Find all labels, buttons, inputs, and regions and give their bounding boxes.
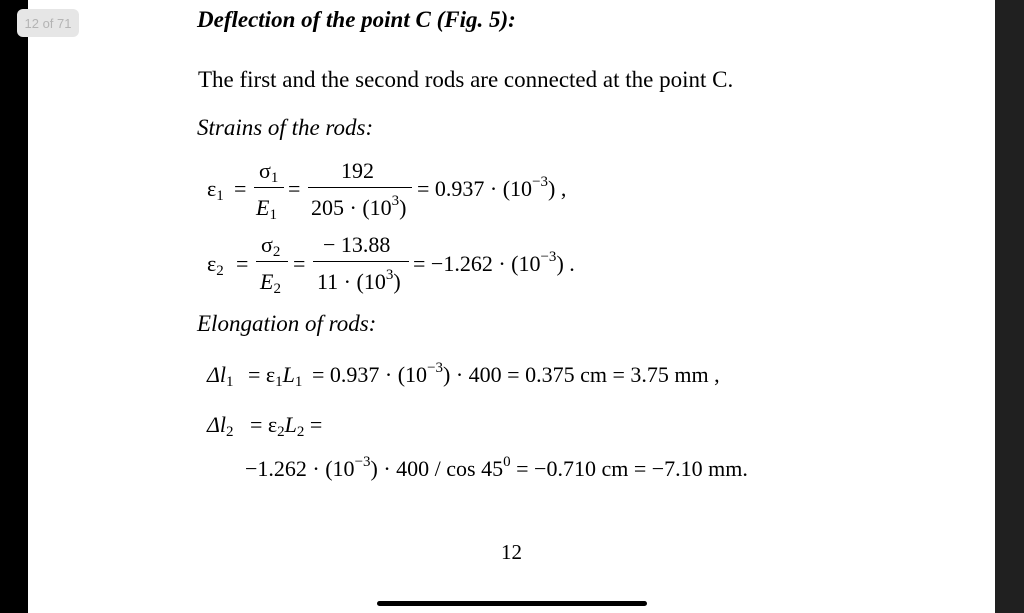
modulus-symbol: E	[256, 195, 270, 220]
length-symbol: L	[284, 412, 297, 437]
heading-fig-ref: Fig. 5	[444, 7, 501, 32]
elongation-1-middle	[248, 362, 303, 390]
delta-l-symbol: Δl	[207, 412, 227, 437]
den-base: 205 · (10	[311, 195, 392, 220]
delta-l-subscript: 1	[226, 374, 234, 390]
equals-sign: =	[234, 176, 247, 201]
intro-paragraph: The first and the second rods are connected at the point C.	[198, 67, 734, 92]
mid-epsilon: = ε	[250, 412, 278, 437]
home-indicator-bar[interactable]	[377, 601, 647, 606]
modulus-subscript: 2	[273, 281, 281, 297]
modulus-subscript: 1	[269, 207, 277, 223]
result-base: = 0.937 · (10	[417, 176, 533, 201]
page-number: 12	[501, 540, 522, 564]
den-base: 11 · (10	[317, 269, 386, 294]
heading-suffix: ):	[500, 7, 516, 32]
den-exponent: 3	[385, 267, 394, 283]
line2-tail: = −0.710 cm = −7.10 mm.	[510, 456, 748, 481]
den-close: )	[393, 269, 401, 294]
length-subscript: 1	[294, 374, 303, 390]
fraction-bar	[308, 187, 412, 188]
sigma-subscript: 2	[272, 244, 281, 260]
mid-epsilon-subscript: 2	[277, 424, 285, 440]
result-exponent: −3	[532, 174, 549, 190]
equals-sign: =	[293, 251, 306, 276]
elongation-2-lhs	[207, 412, 234, 440]
strain-1-lhs	[207, 176, 224, 204]
length-subscript: 2	[296, 424, 305, 440]
modulus-value-denominator	[317, 267, 401, 294]
fraction-bar	[254, 187, 284, 188]
den-exponent: 3	[391, 193, 400, 209]
fraction-bar	[313, 261, 409, 262]
modulus-denominator	[260, 269, 281, 297]
stress-value-numerator: 192	[341, 158, 374, 183]
elongation-2-middle	[250, 412, 323, 440]
result-exponent: −3	[540, 249, 557, 265]
right-margin	[995, 0, 1024, 613]
sigma-symbol: σ	[259, 158, 271, 183]
strains-heading: Strains of the rods:	[197, 115, 374, 140]
epsilon-symbol: ε	[207, 176, 217, 201]
equals-sign: =	[288, 176, 301, 201]
heading-prefix: Deflection of the point C (	[197, 7, 445, 32]
epsilon-subscript: 1	[216, 188, 224, 204]
trailing-equals: =	[309, 412, 323, 437]
line2-exponent: −3	[354, 454, 371, 470]
modulus-denominator	[256, 195, 277, 223]
result-close: ) .	[556, 251, 575, 276]
epsilon-subscript: 2	[216, 263, 224, 279]
rhs-exponent: −3	[427, 360, 444, 376]
degree-exponent: 0	[503, 454, 511, 470]
modulus-value-denominator	[311, 193, 407, 220]
sigma-numerator	[261, 232, 281, 260]
equals-sign: =	[236, 251, 249, 276]
rhs-tail: ) · 400 = 0.375 cm = 3.75 mm ,	[443, 362, 720, 387]
stress-value-numerator: − 13.88	[323, 232, 391, 257]
strain-2-result	[413, 249, 575, 276]
page-indicator: 12 of 71	[17, 9, 79, 37]
epsilon-symbol: ε	[207, 251, 217, 276]
length-symbol: L	[282, 362, 295, 387]
mid-epsilon-subscript: 1	[275, 374, 283, 390]
mid-epsilon: = ε	[248, 362, 276, 387]
section-heading	[197, 8, 516, 31]
sigma-symbol: σ	[261, 232, 273, 257]
elongation-2-line2	[245, 454, 748, 481]
strain-1-result	[417, 174, 567, 201]
result-base: = −1.262 · (10	[413, 251, 541, 276]
elongation-heading: Elongation of rods:	[197, 311, 377, 336]
delta-l-symbol: Δl	[207, 362, 227, 387]
modulus-symbol: E	[260, 269, 274, 294]
line2-middle: ) · 400 / cos 45	[370, 456, 504, 481]
rhs-base: = 0.937 · (10	[312, 362, 428, 387]
strain-2-lhs	[207, 251, 224, 279]
sigma-numerator	[259, 158, 279, 186]
fraction-bar	[256, 261, 288, 262]
sigma-subscript: 1	[270, 170, 279, 186]
elongation-1-lhs	[207, 362, 234, 390]
line2-base: −1.262 · (10	[245, 456, 355, 481]
den-close: )	[399, 195, 407, 220]
elongation-1-rhs	[312, 360, 720, 387]
result-close: ) ,	[548, 176, 567, 201]
delta-l-subscript: 2	[226, 424, 234, 440]
